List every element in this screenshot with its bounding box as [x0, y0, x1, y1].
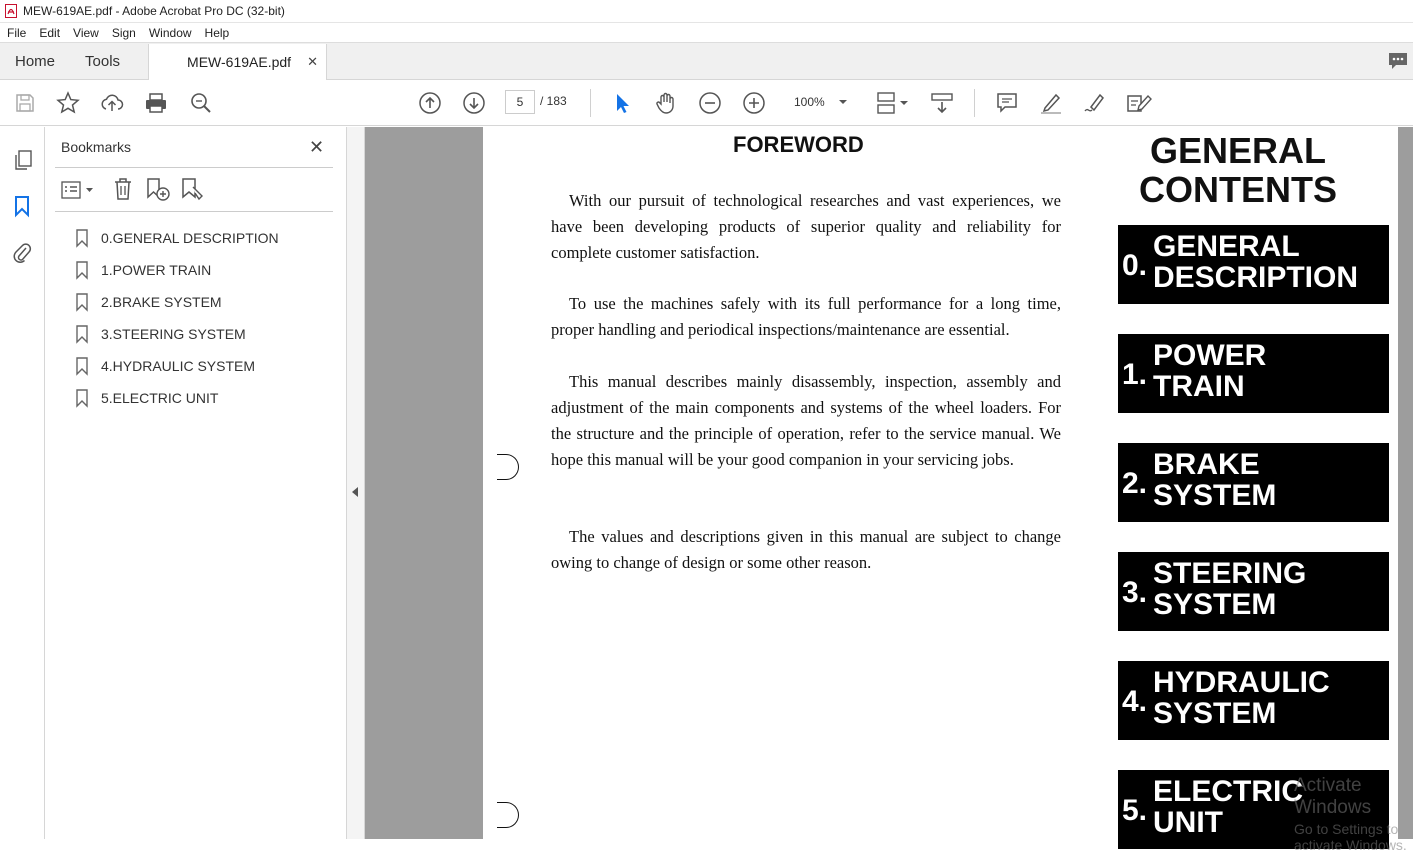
- menu-bar: [0, 23, 1413, 43]
- bookmark-list: [75, 222, 279, 414]
- bookmark-item[interactable]: [75, 382, 279, 414]
- comment-chat-icon[interactable]: [1387, 51, 1409, 71]
- bookmark-label: 2.BRAKE SYSTEM: [101, 294, 222, 310]
- bookmark-icon: [75, 389, 89, 407]
- section-tab-steering-system: [1118, 552, 1389, 631]
- bookmark-label: 5.ELECTRIC UNIT: [101, 390, 219, 406]
- page-display-icon[interactable]: [876, 91, 910, 115]
- select-cursor-icon[interactable]: [610, 91, 634, 115]
- section-title-line2: SYSTEM: [1153, 588, 1277, 621]
- chevron-down-icon: [838, 99, 848, 105]
- zoom-level-select[interactable]: [786, 90, 852, 114]
- bookmarks-panel-title: Bookmarks: [61, 139, 132, 155]
- bookmarks-panel-icon[interactable]: [14, 195, 30, 217]
- bookmark-item[interactable]: [75, 286, 279, 318]
- bookmark-label: 3.STEERING SYSTEM: [101, 326, 246, 342]
- bookmark-icon: [75, 325, 89, 343]
- document-viewer[interactable]: [365, 127, 1413, 853]
- previous-page-icon[interactable]: [418, 91, 442, 115]
- section-title-line2: UNIT: [1153, 806, 1223, 839]
- bookmark-item[interactable]: [75, 318, 279, 350]
- draw-sign-icon[interactable]: [1083, 91, 1107, 115]
- activate-windows-watermark: [1294, 775, 1413, 853]
- page-number-input[interactable]: 5: [505, 90, 535, 114]
- close-panel-icon[interactable]: ✕: [309, 137, 325, 157]
- title-bar: [0, 0, 1413, 23]
- foreword-paragraph: The values and descriptions given in this manual are subject to change owing to change of design or some other reason.: [551, 527, 1061, 572]
- contents-title-line1: GENERAL: [1149, 130, 1326, 171]
- watermark-line1: Activate Windows: [1294, 775, 1372, 818]
- main-toolbar: [0, 80, 1413, 126]
- section-title-line2: DESCRIPTION: [1153, 261, 1359, 294]
- section-title-line1: GENERAL: [1153, 230, 1300, 263]
- save-icon[interactable]: [13, 91, 37, 115]
- bookmark-item[interactable]: [75, 254, 279, 286]
- bookmarks-panel: [45, 127, 347, 839]
- vertical-scrollbar[interactable]: [1398, 127, 1413, 839]
- section-number: 2.: [1122, 467, 1148, 500]
- section-title-line2: SYSTEM: [1153, 697, 1277, 730]
- zoom-search-icon[interactable]: [189, 91, 213, 115]
- highlight-pen-icon[interactable]: [1039, 91, 1063, 115]
- menu-window[interactable]: Window: [148, 25, 192, 40]
- left-navigation-rail: [0, 127, 45, 839]
- section-tab-brake-system: [1118, 443, 1389, 522]
- toolbar-divider: [974, 89, 975, 117]
- bookmark-label: 0.GENERAL DESCRIPTION: [101, 230, 279, 246]
- bookmark-item[interactable]: [75, 350, 279, 382]
- close-tab-icon[interactable]: ✕: [307, 54, 319, 69]
- section-title-line1: ELECTRIC: [1153, 775, 1303, 808]
- foreword-heading: FOREWORD: [733, 132, 864, 157]
- bookmark-options-icon[interactable]: [61, 179, 97, 201]
- section-title-line1: STEERING: [1153, 557, 1307, 590]
- bookmark-search-icon[interactable]: [181, 177, 205, 201]
- tab-bar: [0, 43, 1413, 80]
- acrobat-app-icon: [5, 4, 17, 18]
- bookmark-icon: [75, 229, 89, 247]
- tab-document[interactable]: [148, 44, 327, 80]
- section-title-line2: SYSTEM: [1153, 479, 1277, 512]
- tab-tools[interactable]: Tools: [85, 52, 121, 70]
- panel-splitter[interactable]: [347, 127, 365, 839]
- foreword-paragraph: To use the machines safely with its full performance for a long time, proper handling and periodical inspections/maintenance are essential.: [551, 294, 1061, 339]
- section-number: 0.: [1122, 249, 1148, 282]
- bookmark-icon: [75, 293, 89, 311]
- attachments-paperclip-icon[interactable]: [12, 241, 32, 263]
- edit-pdf-icon[interactable]: [1127, 91, 1151, 115]
- bookmark-icon: [75, 357, 89, 375]
- tab-home[interactable]: Home: [15, 52, 56, 70]
- bookmark-item[interactable]: [75, 222, 279, 254]
- section-number: 3.: [1122, 576, 1148, 609]
- comment-icon[interactable]: [995, 91, 1019, 115]
- menu-edit[interactable]: Edit: [39, 25, 61, 40]
- new-bookmark-icon[interactable]: [146, 177, 170, 201]
- menu-help[interactable]: Help: [204, 25, 230, 40]
- section-title-line2: TRAIN: [1153, 370, 1245, 403]
- hand-tool-icon[interactable]: [654, 91, 678, 115]
- scroll-mode-icon[interactable]: [930, 91, 954, 115]
- bookmark-label: 1.POWER TRAIN: [101, 262, 212, 278]
- general-contents-heading: [1118, 131, 1358, 209]
- toolbar-divider: [590, 89, 591, 117]
- menu-view[interactable]: View: [73, 25, 99, 40]
- menu-sign[interactable]: Sign: [111, 25, 136, 40]
- contents-title-line2: CONTENTS: [1139, 169, 1337, 210]
- collapse-panel-arrow-icon[interactable]: [352, 487, 358, 497]
- section-number: 5.: [1122, 794, 1148, 827]
- upload-cloud-icon[interactable]: [100, 91, 124, 115]
- section-title-line1: BRAKE: [1153, 448, 1260, 481]
- panel-divider: [55, 167, 333, 168]
- page-thumbnails-icon[interactable]: [13, 149, 33, 171]
- document-tab-label: MEW-619AE.pdf: [187, 54, 292, 70]
- menu-file[interactable]: File: [7, 25, 27, 40]
- page-total-label: / 183: [540, 94, 567, 108]
- section-tab-power-train: [1118, 334, 1389, 413]
- print-icon[interactable]: [144, 91, 168, 115]
- foreword-paragraph: With our pursuit of technological researches and vast experiences, we have been developing products of superior quality and reliability for complete customer satisfaction.: [551, 191, 1061, 262]
- zoom-out-icon[interactable]: [698, 91, 722, 115]
- zoom-level-value: 100%: [794, 95, 825, 109]
- star-bookmark-icon[interactable]: [56, 91, 80, 115]
- delete-bookmark-icon[interactable]: [112, 177, 134, 201]
- zoom-in-icon[interactable]: [742, 91, 766, 115]
- watermark-line2: Go to Settings to activate Windows.: [1294, 821, 1407, 853]
- panel-divider: [55, 211, 333, 212]
- pdf-page: [483, 127, 1398, 839]
- punch-hole-mark: [497, 802, 519, 828]
- bookmark-icon: [75, 261, 89, 279]
- section-tab-hydraulic-system: [1118, 661, 1389, 740]
- section-number: 4.: [1122, 685, 1148, 718]
- section-title-line1: POWER: [1153, 339, 1267, 372]
- section-title-line1: HYDRAULIC: [1153, 666, 1330, 699]
- section-number: 1.: [1122, 358, 1148, 391]
- next-page-icon[interactable]: [462, 91, 486, 115]
- punch-hole-mark: [497, 454, 519, 480]
- window-title: MEW-619AE.pdf - Adobe Acrobat Pro DC (32-bit): [23, 4, 285, 18]
- section-tab-general-description: [1118, 225, 1389, 304]
- bookmark-label: 4.HYDRAULIC SYSTEM: [101, 358, 256, 374]
- foreword-paragraph: This manual describes mainly disassembly, inspection, assembly and adjustment of the main components and systems of the wheel loaders. For the structure and the principle of operation, refer to the service manual. We hope this manual will be your good companion in your servicing jobs.: [551, 372, 1061, 469]
